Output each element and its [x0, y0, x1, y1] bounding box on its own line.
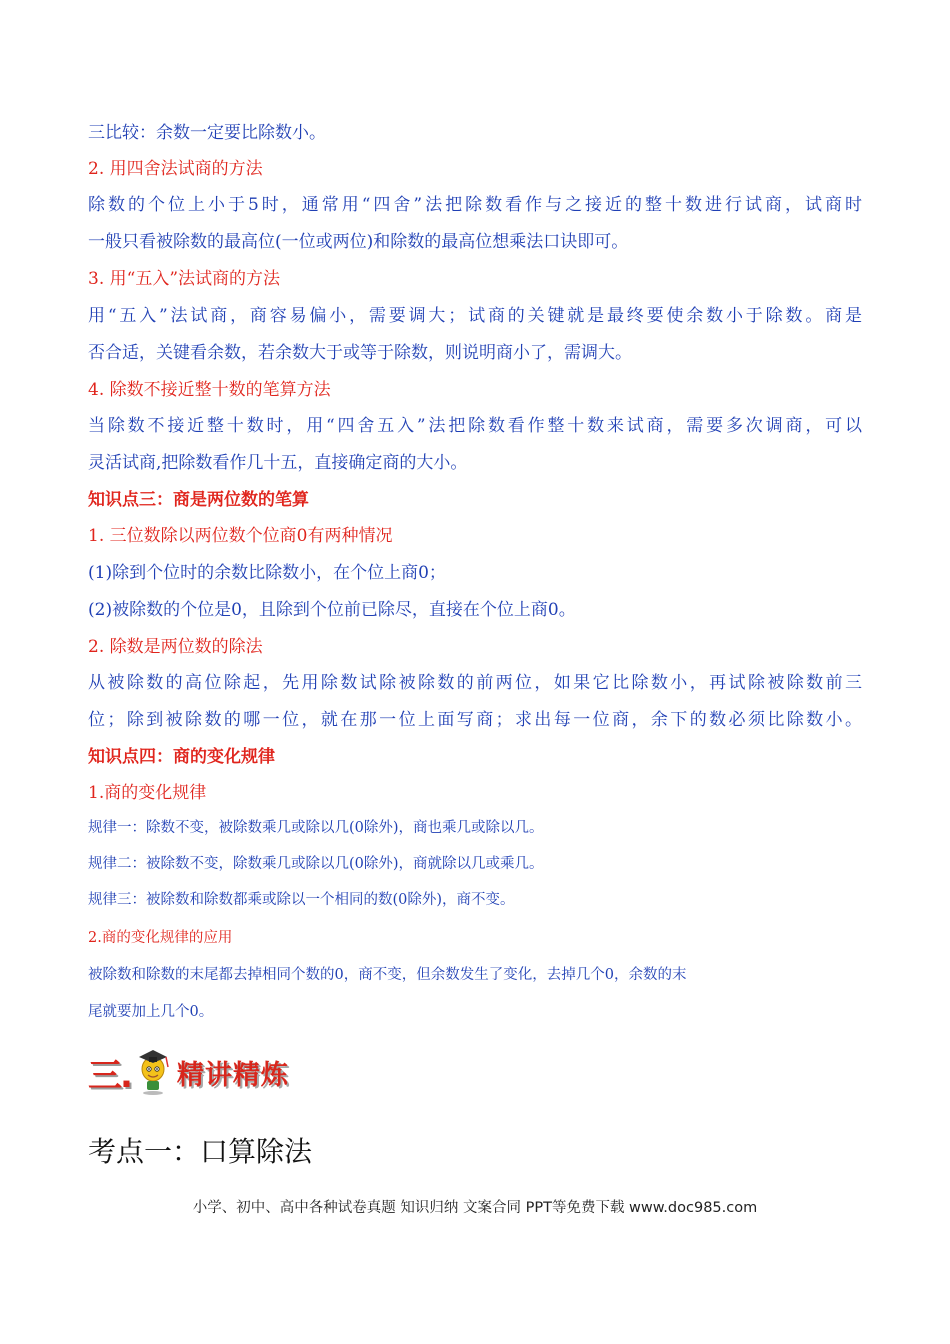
text-line: 用“五入”法试商，商容易偏小，需要调大；试商的关键就是最终要使余数小于除数。商是: [88, 306, 862, 326]
text-line: 规律二：被除数不变，除数乘几或除以几(0除外)，商就除以几或乘几。: [88, 856, 544, 872]
text-line: 被除数和除数的末尾都去掉相同个数的0，商不变，但余数发生了变化，去掉几个0，余数的末: [88, 967, 687, 983]
text-line: 一般只看被除数的最高位(一位或两位)和除数的最高位想乘法口诀即可。: [88, 232, 629, 252]
subheading: 2. 除数是两位数的除法: [88, 637, 263, 657]
banner-number: 三.: [88, 1055, 131, 1096]
text-line: 尾就要加上几个0。: [88, 1004, 214, 1020]
section-banner: [88, 1044, 289, 1100]
section-heading: 知识点三：商是两位数的笔算: [88, 490, 309, 510]
text-line: 否合适，关键看余数，若余数大于或等于除数，则说明商小了，需调大。: [88, 343, 632, 363]
subheading: 4. 除数不接近整十数的笔算方法: [88, 380, 331, 400]
text-line: (1)除到个位时的余数比除数小，在个位上商0；: [88, 563, 446, 583]
section-heading: 知识点四：商的变化规律: [88, 747, 275, 767]
text-line: 规律三：被除数和除数都乘或除以一个相同的数(0除外)，商不变。: [88, 892, 515, 908]
subheading: 1.商的变化规律: [88, 783, 207, 803]
text-line: 三比较：余数一定要比除数小。: [88, 123, 326, 143]
subheading: 1. 三位数除以两位数个位商0有两种情况: [88, 526, 393, 546]
text-line: 从被除数的高位除起，先用除数试除被除数的前两位，如果它比除数小，再试除被除数前三: [88, 673, 862, 693]
graduate-mascot-icon: [133, 1047, 173, 1097]
text-line: 位；除到被除数的哪一位，就在那一位上面写商；求出每一位商，余下的数必须比除数小。: [88, 710, 862, 730]
banner-title: 精讲精炼: [176, 1059, 289, 1091]
text-line: 当除数不接近整十数时，用“四舍五入”法把除数看作整十数来试商，需要多次调商，可以: [88, 416, 862, 436]
page-footer: 小学、初中、高中各种试卷真题 知识归纳 文案合同 PPT等免费下载 www.doc985.com: [192, 1200, 758, 1216]
subheading: 3. 用“五入”法试商的方法: [88, 269, 281, 289]
text-line: (2)被除数的个位是0，且除到个位前已除尽，直接在个位上商0。: [88, 600, 576, 620]
text-line: 除数的个位上小于5时，通常用“四舍”法把除数看作与之接近的整十数进行试商，试商时: [88, 195, 862, 215]
page-heading: 考点一：口算除法: [88, 1135, 313, 1168]
subheading: 2. 用四舍法试商的方法: [88, 159, 263, 179]
text-line: 规律一：除数不变，被除数乘几或除以几(0除外)，商也乘几或除以几。: [88, 820, 544, 836]
subheading: 2.商的变化规律的应用: [88, 930, 233, 946]
text-line: 灵活试商,把除数看作几十五，直接确定商的大小。: [88, 453, 468, 473]
